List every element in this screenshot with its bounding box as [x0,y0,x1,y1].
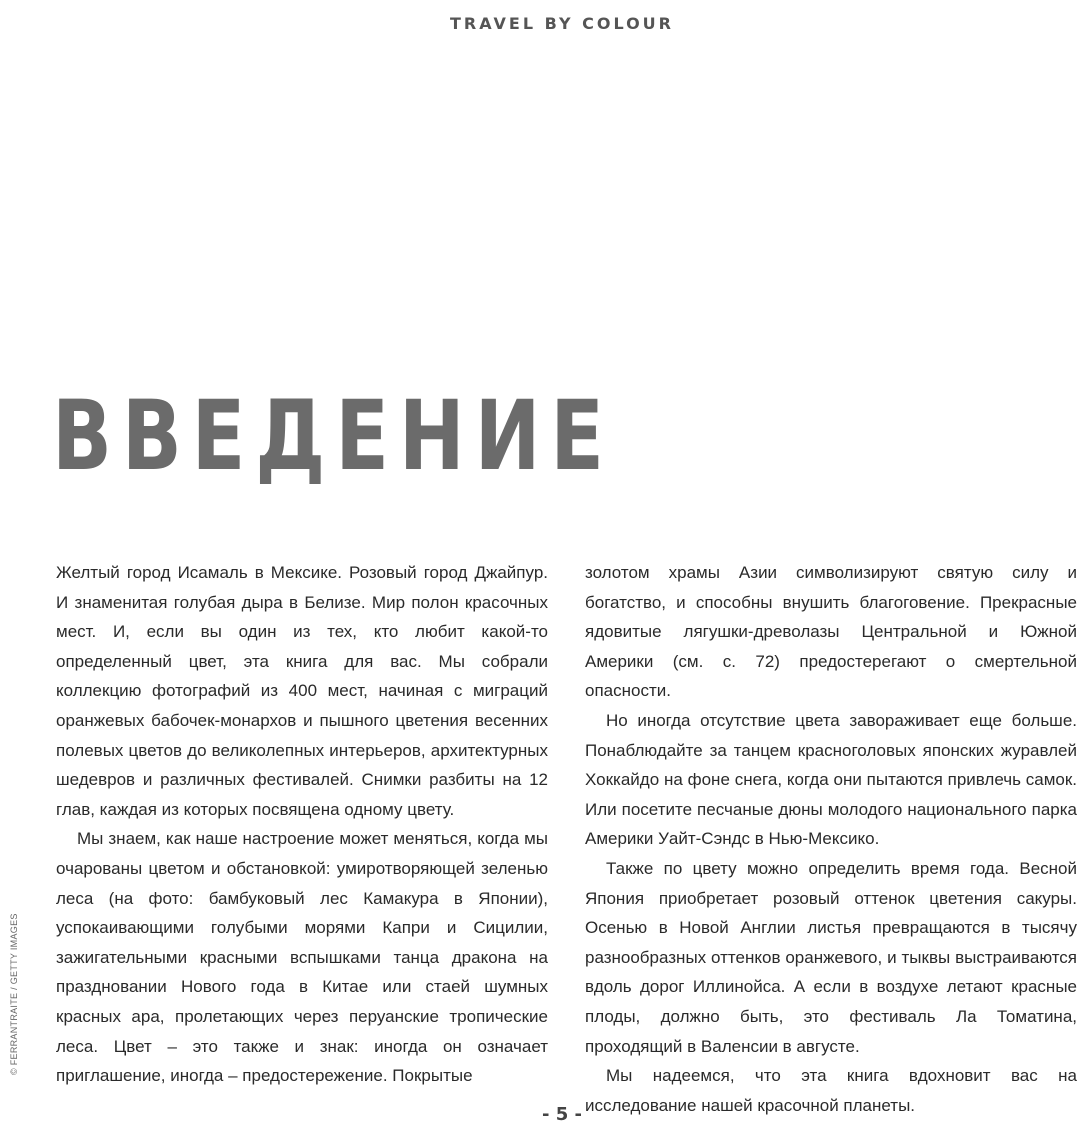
paragraph: Также по цвету можно определить время года. Весной Япония приобретает розовый оттенок цветения сакуры. Осенью в Новой Англии листья превращаются в тысячу разнообразных оттенков оранжевого, и тыквы выстраиваются вдоль дорог Иллинойса. А если в воздухе летают красные плоды, должно быть, это фестиваль Ла Томатина, проходящий в Валенсии в августе. [585,858,1077,1056]
paragraph: Но иногда отсутствие цвета завораживает еще больше. Понаблюдайте за танцем красноголовых японских журавлей Хоккайдо на фоне снега, когда они пытаются привлечь самок. Или посетите песчаные дюны молодого национального парка Америки Уайт-Сэндс в Нью-Мексико. [585,710,1077,849]
body-column-left [56,558,548,1091]
paragraph: Желтый город Исамаль в Мексике. Розовый город Джайпур. И знаменитая голубая дыра в Белизе. Мир полон красочных мест. И, если вы один из тех, кто любит какой-то определенный цвет, эта книга для вас. Мы собрали коллекцию фотографий из 400 мест, начиная с миграций оранжевых бабочек-монархов и пышного цветения весенних полевых цветов до великолепных интерьеров, архитектурных шедевров и различных фестивалей. Снимки разбиты на 12 глав, каждая из которых посвящена одному цвету. [56,563,548,819]
photo-credit: © FERRANTRAITE / GETTY IMAGES [9,913,19,1075]
running-head: TRAVEL BY COLOUR [450,14,674,33]
paragraph: Мы знаем, как наше настроение может меняться, когда мы очарованы цветом и обстановкой: умиротворяющей зеленью леса (на фото: бамбуковый лес Камакура в Японии), успокаивающими голубыми морями Капри и Сицилии, зажигательными красными вспышками танца дракона на праздновании Нового года в Китае или стаей шумных красных ара, пролетающих через перуанские тропические леса. Цвет – это также и знак: иногда он означает приглашение, иногда – предостережение. Покрытые [56,829,548,1086]
paragraph: Мы надеемся, что эта книга вдохновит вас на исследование нашей красочной планеты. [585,1066,1077,1115]
body-column-right [585,558,1077,1120]
paragraph: золотом храмы Азии символизируют святую силу и богатство, и способны внушить благоговение. Прекрасные ядовитые лягушки-древолазы Центральной и Южной Америки (см. с. 72) предостерегают о смертельной опасности. [585,563,1077,701]
chapter-title: ВВЕДЕНИЕ [52,380,614,492]
page-number: - 5 - [542,1104,582,1125]
